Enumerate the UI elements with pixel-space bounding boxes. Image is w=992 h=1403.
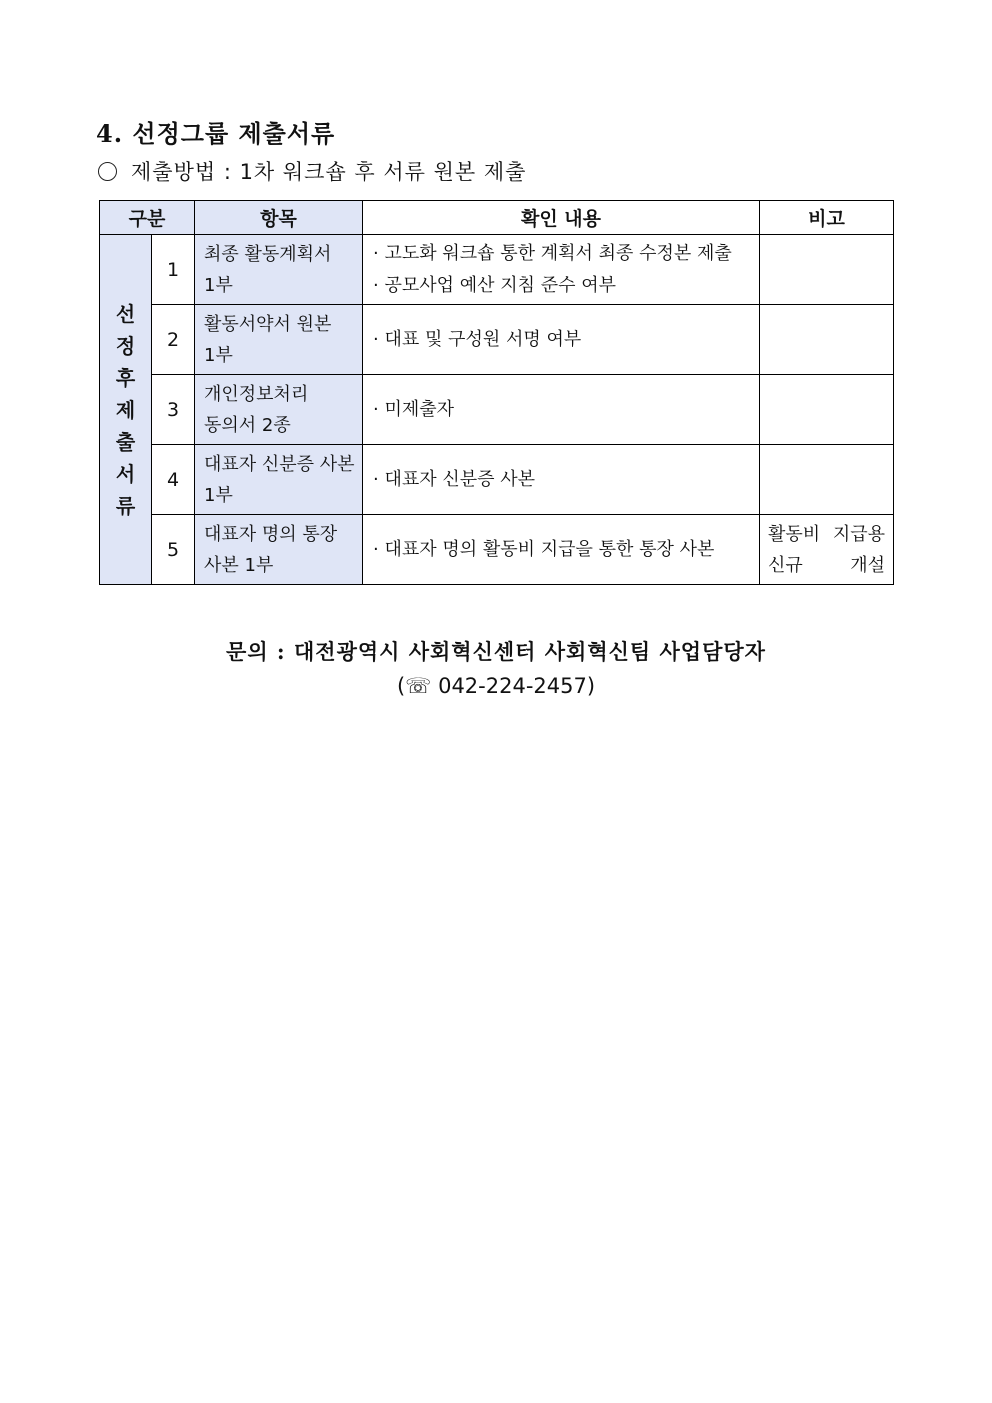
category-cell	[100, 235, 152, 585]
section-title: 4. 선정그룹 제출서류	[96, 119, 336, 148]
phone-number: (☏ 042-224-2457)	[396, 674, 596, 698]
table-row	[100, 305, 894, 375]
note-cell	[760, 235, 894, 305]
content-cell	[363, 235, 760, 305]
submission-method	[96, 156, 526, 186]
header-content: 확인 내용	[363, 201, 760, 235]
content-line: · 대표 및 구성원 서명 여부	[373, 324, 759, 356]
note-cell	[760, 305, 894, 375]
content-cell	[363, 375, 760, 445]
category-char: 류	[115, 493, 136, 518]
content-line: · 고도화 워크숍 통한 계획서 최종 수정본 제출	[373, 238, 759, 270]
item-cell	[195, 235, 363, 305]
category-char: 후	[115, 365, 136, 390]
item-line: 대표자 명의 통장	[204, 523, 338, 545]
category-char: 출	[115, 429, 136, 454]
category-char: 제	[115, 397, 136, 422]
documents-table	[99, 200, 894, 585]
header-category: 구분	[100, 201, 195, 235]
circle-bullet-icon	[98, 162, 117, 181]
item-line: 1부	[204, 344, 233, 366]
item-cell	[195, 515, 363, 585]
table-row	[100, 445, 894, 515]
content-cell	[363, 515, 760, 585]
table-header-row	[100, 201, 894, 235]
item-line: 동의서 2종	[204, 414, 291, 436]
content-cell	[363, 445, 760, 515]
content-cell	[363, 305, 760, 375]
header-note: 비고	[760, 201, 894, 235]
content-line: · 대표자 명의 활동비 지급을 통한 통장 사본	[373, 534, 759, 566]
row-number: 1	[152, 235, 195, 305]
table-row	[100, 375, 894, 445]
item-cell	[195, 305, 363, 375]
category-char: 서	[115, 461, 136, 486]
content-line: · 대표자 신분증 사본	[373, 464, 759, 496]
item-line: 개인정보처리	[204, 383, 309, 405]
category-char: 선	[115, 301, 136, 326]
item-line: 대표자 신분증 사본	[204, 453, 355, 475]
note-cell	[760, 445, 894, 515]
row-number: 4	[152, 445, 195, 515]
item-line: 활동서약서 원본	[204, 313, 332, 335]
note-cell	[760, 375, 894, 445]
content-line: · 미제출자	[373, 394, 759, 426]
contact-line: 문의 : 대전광역시 사회혁신센터 사회혁신팀 사업담당자	[226, 639, 766, 664]
item-line: 1부	[204, 274, 233, 296]
row-number: 5	[152, 515, 195, 585]
row-number: 2	[152, 305, 195, 375]
content-line: · 공모사업 예산 지침 준수 여부	[373, 270, 759, 302]
submission-method-text: 제출방법 : 1차 워크숍 후 서류 원본 제출	[131, 160, 527, 184]
table-row	[100, 515, 894, 585]
item-line: 1부	[204, 484, 233, 506]
item-cell	[195, 445, 363, 515]
item-cell	[195, 375, 363, 445]
item-line: 최종 활동계획서	[204, 243, 332, 265]
table-row	[100, 235, 894, 305]
category-char: 정	[115, 333, 136, 358]
header-item: 항목	[195, 201, 363, 235]
row-number: 3	[152, 375, 195, 445]
note-cell: 활동비 지급용 신규 개설	[760, 515, 894, 585]
item-line: 사본 1부	[204, 554, 274, 576]
